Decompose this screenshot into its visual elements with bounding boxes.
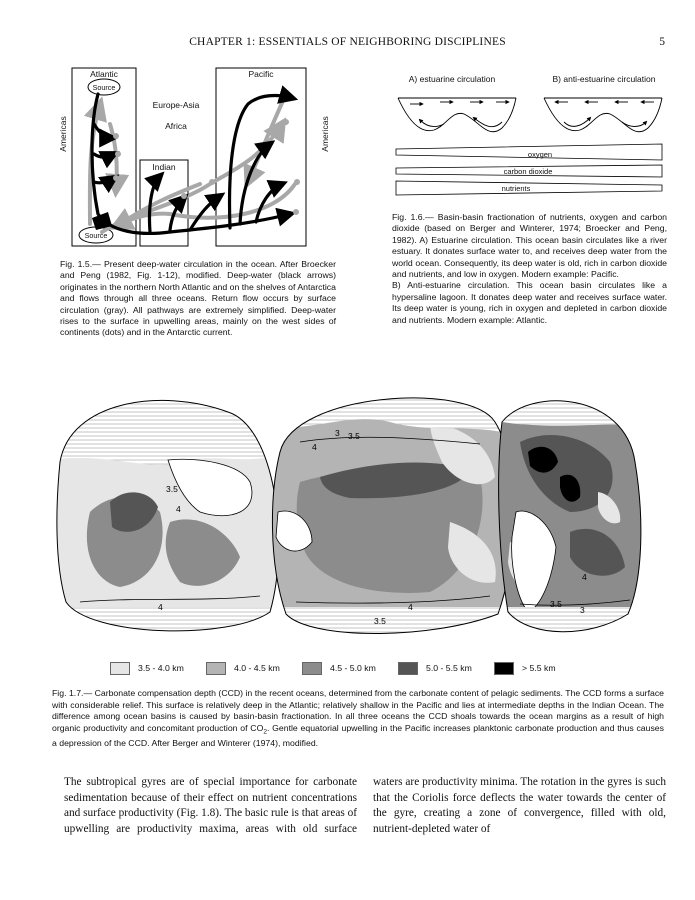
contour-label-4-pacific-south: 4 xyxy=(408,602,413,612)
page-number: 5 xyxy=(659,36,665,48)
label-source-bottom: Source xyxy=(84,231,108,240)
legend-label: 5.0 - 5.5 km xyxy=(426,663,472,673)
contour-label-4-indian: 4 xyxy=(176,504,181,514)
label-africa: Africa xyxy=(165,121,187,131)
figure-1-6-basin-fractionation xyxy=(392,64,667,204)
panel-a-basin xyxy=(398,98,516,132)
figure-1-7-ccd-world-map xyxy=(50,382,650,642)
upwelling-dots xyxy=(113,119,300,215)
legend-swatch xyxy=(398,662,418,675)
legend-label: 4.5 - 5.0 km xyxy=(330,663,376,673)
panel-a-title: A) estuarine circulation xyxy=(408,74,496,84)
contour-label-3-5-north: 3.5 xyxy=(348,431,360,441)
legend-swatch xyxy=(206,662,226,675)
figure-1-5-deep-water-diagram xyxy=(60,64,336,250)
figure-1-7-caption xyxy=(52,688,664,750)
legend-label: 3.5 - 4.0 km xyxy=(138,663,184,673)
caption-1-7-subscript: 2 xyxy=(263,728,267,736)
legend-label: 4.0 - 4.5 km xyxy=(234,663,280,673)
label-source-top: Source xyxy=(92,83,116,92)
wedge-label-carbon-dioxide: carbon dioxide xyxy=(503,167,553,176)
contour-label-3-5-pacific-south: 3.5 xyxy=(374,616,386,626)
contour-label-3-5-atlantic: 3.5 xyxy=(550,599,562,609)
label-americas-right: Americas xyxy=(320,116,330,152)
deep-water-flow xyxy=(92,94,292,233)
contour-label-4-indian-south: 4 xyxy=(158,602,163,612)
panel-b-basin xyxy=(544,98,662,132)
surface-return-flow xyxy=(90,94,295,232)
legend-label: > 5.5 km xyxy=(522,663,556,673)
contour-label-4-atlantic: 4 xyxy=(582,572,587,582)
label-pacific: Pacific xyxy=(248,69,274,79)
legend-swatch xyxy=(110,662,130,675)
contour-label-3-5-indian: 3.5 xyxy=(166,484,178,494)
label-indian: Indian xyxy=(152,162,176,172)
caption-1-7-part-a: Fig. 1.7.— Carbonate compensation depth (CCD) in the recent oceans, determined from the carbonate content of pelagic sediments. The CCD forms a surface with considerable relief. This surface is relatively deep in the Atlantic; relatively shallow in the Pacific and lies at intermediate depths in the Indian Ocean. The difference among ocean basins is caused by basin-basin fractionation. In all three oceans the CCD shoals towards the ocean margins as a result of high organic productivity and concomitant production of CO xyxy=(52,688,664,733)
label-americas-left: Americas xyxy=(58,116,68,152)
caption-1-6-part-a: Fig. 1.6.— Basin-basin fractionation of nutrients, oxygen and carbon dioxide (based on Berger and Winterer, 1974; Broecker and Peng, 1982). A) Estuarine circulation. This ocean basin circulates like a river estuary. It donates surface water to, and receives deep water from the world ocean. Consequently, its deep water is old, rich in carbon dioxide and nutrients, and low in oxygen. Modern example: Pacific. xyxy=(392,212,667,280)
caption-1-6-part-b: B) Anti-estuarine circulation. This ocean basin circulates like a hypersaline lagoon. It donates deep water and receives surface water. Its deep water is young, rich in oxygen and depleted in carbon dioxide and nutrients. Modern example: Atlantic. xyxy=(392,280,667,325)
wedge-label-nutrients: nutrients xyxy=(501,184,531,193)
contour-label-4-north: 4 xyxy=(312,442,317,452)
body-paragraph xyxy=(64,775,666,837)
legend-swatch xyxy=(494,662,514,675)
panel-b-title: B) anti-estuarine circulation xyxy=(552,74,656,84)
chapter-title: CHAPTER 1: ESSENTIALS OF NEIGHBORING DISCIPLINES xyxy=(189,36,506,48)
figure-1-6-caption xyxy=(392,212,667,326)
ccd-legend xyxy=(110,660,590,678)
contour-label-3-north: 3 xyxy=(335,428,340,438)
label-atlantic: Atlantic xyxy=(90,69,118,79)
wedge-label-oxygen: oxygen xyxy=(527,150,553,159)
contour-label-3-atlantic: 3 xyxy=(580,605,585,615)
body-text: The subtropical gyres are of special importance for carbonate sedimentation because of their effect on nutrient concentrations and surface productivity (Fig. 1.8). The basic rule is that areas of upwelling are productivity maxima, areas with old surface waters are productivity minima. The rotation in the gyres is such that the Coriolis force deflects the water towards the center of the gyre, creating a zone of convergence, filled with old, nutrient-depleted water of xyxy=(64,776,666,835)
running-header xyxy=(0,36,695,52)
figure-1-5-caption: Fig. 1.5.— Present deep-water circulation in the ocean. After Broecker and Peng (1982, Fig. 1-12), modified. Deep-water (black arrows) originates in the northern North Atlantic and on the shelves of Antarctica and flows through all three oceans. Return flow occurs by surface circulation (gray). All pathways are extremely simplified. Deep-water rises to the surface in upwelling areas, mainly on the west sides of continents (dots) and in the Antarctic current. xyxy=(60,259,336,338)
caption-1-7-part-b: . Gentle equatorial upwelling in the Pacific increases planktonic carbonate production and thus causes a depression of the CCD. After Berger and Winterer (1974), modified. xyxy=(52,722,664,749)
legend-swatch xyxy=(302,662,322,675)
label-europe-asia: Europe-Asia xyxy=(152,100,200,110)
